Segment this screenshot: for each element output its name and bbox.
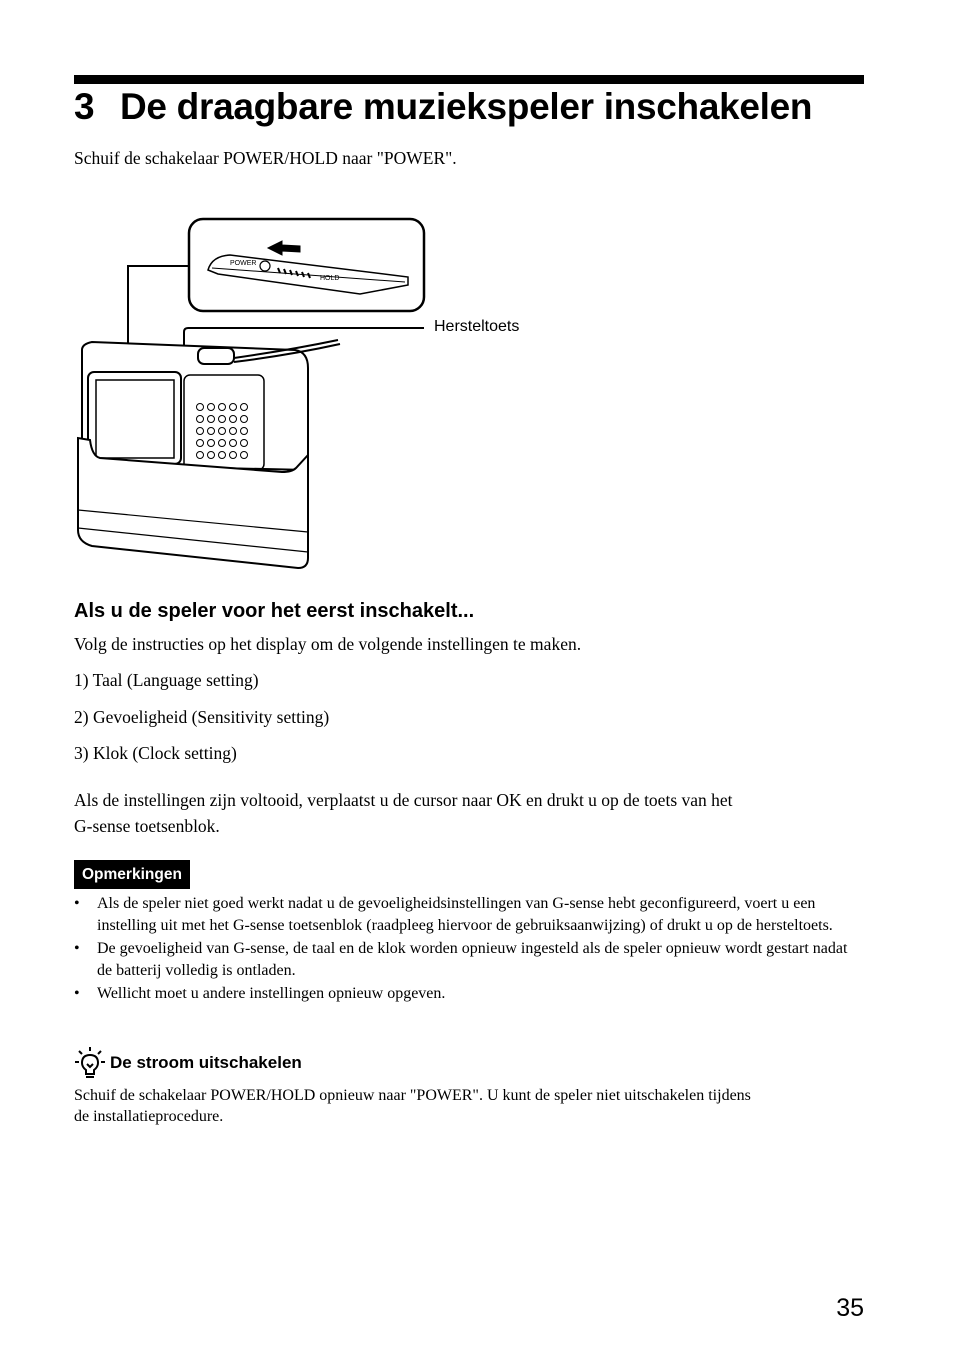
reset-button-callout: Hersteltoets xyxy=(434,318,520,335)
lightbulb-icon xyxy=(74,1046,106,1080)
first-time-heading: Als u de speler voor het eerst inschakelt... xyxy=(74,600,475,622)
completion-line-1: Als de instellingen zijn voltooid, verplaatst u de cursor naar OK en drukt u op de toets van het xyxy=(74,790,733,810)
section-number: 3 xyxy=(74,86,95,127)
switch-hold-label: HOLD xyxy=(320,275,340,282)
heading-rule xyxy=(74,75,864,84)
note-item xyxy=(74,983,866,1005)
tip-line-1: Schuif de schakelaar POWER/HOLD opnieuw naar "POWER". U kunt de speler niet uitschakelen tijdens xyxy=(74,1087,751,1104)
completion-line-2: G-sense toetsenblok. xyxy=(74,816,220,836)
note-item xyxy=(74,938,866,981)
intro-text: Schuif de schakelaar POWER/HOLD naar "POWER". xyxy=(74,148,457,168)
step-2: 2) Gevoeligheid (Sensitivity setting) xyxy=(74,707,330,727)
note-text: Wellicht moet u andere instellingen opnieuw opgeven. xyxy=(97,985,446,1002)
tip-line-2: de installatieprocedure. xyxy=(74,1108,224,1125)
player-illustration xyxy=(70,210,570,580)
page-number: 35 xyxy=(836,1294,864,1322)
switch-power-label: POWER xyxy=(230,260,257,267)
instructions-text: Volg de instructies op het display om de volgende instellingen te maken. xyxy=(74,634,582,654)
notes-badge: Opmerkingen xyxy=(74,860,190,889)
tip-title: De stroom uitschakelen xyxy=(110,1053,302,1072)
note-text: De gevoeligheid van G-sense, de taal en de klok worden opnieuw ingesteld als de speler opnieuw wordt gestart nadat de batterij volledig is ontladen. xyxy=(97,940,848,979)
tip-heading xyxy=(74,1046,302,1080)
note-text: Als de speler niet goed werkt nadat u de gevoeligheidsinstellingen van G-sense hebt geconfigureerd, voert u een instelling uit met het G-sense toetsenblok (raadpleeg hiervoor de gebruiksaanwijzing) of drukt u op de hersteltoets. xyxy=(97,895,833,934)
section-title: De draagbare muziekspeler inschakelen xyxy=(120,86,813,127)
page-title xyxy=(74,86,812,128)
bullet-mark: • xyxy=(74,940,80,957)
bullet-mark: • xyxy=(74,985,80,1002)
step-3: 3) Klok (Clock setting) xyxy=(74,743,237,763)
step-1: 1) Taal (Language setting) xyxy=(74,670,259,690)
bullet-mark: • xyxy=(74,895,80,912)
notes-list xyxy=(74,893,866,1007)
note-item xyxy=(74,893,866,936)
